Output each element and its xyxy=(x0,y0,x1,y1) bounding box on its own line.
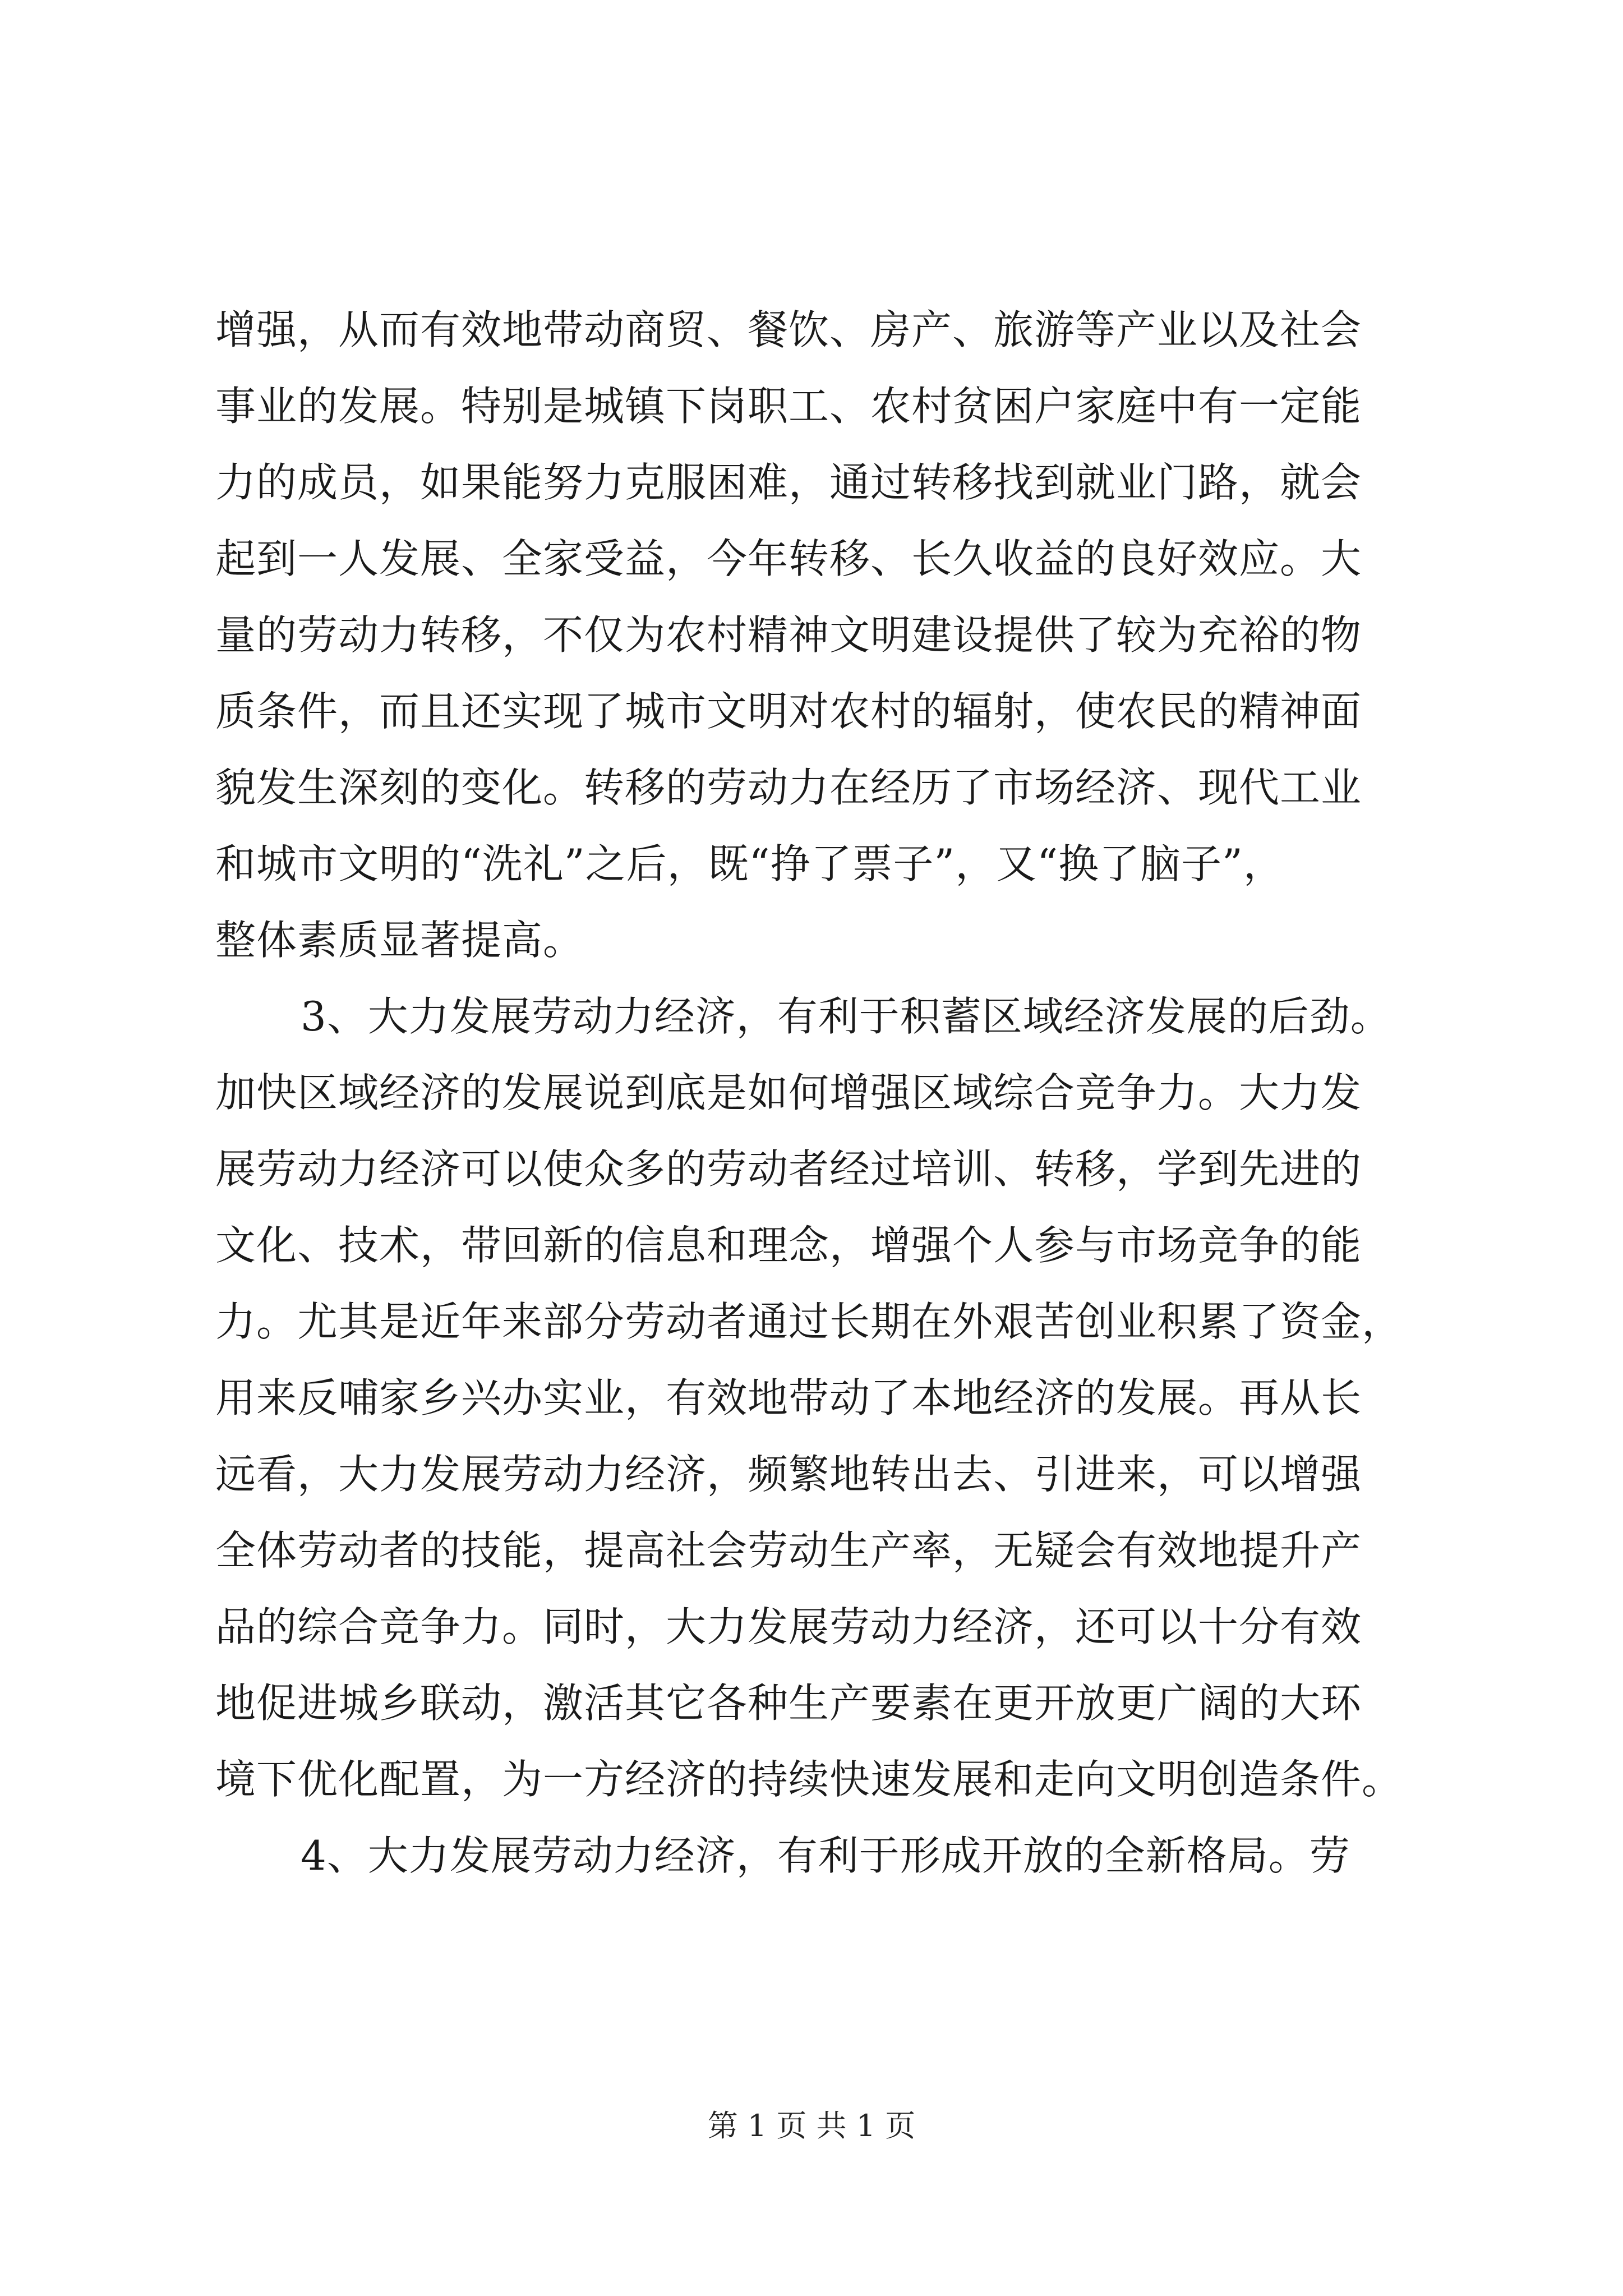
text-line: 全体劳动者的技能，提高社会劳动生产率，无疑会有效地提升产 xyxy=(215,1527,1362,1574)
text-line: 力的成员，如果能努力克服困难，通过转移找到就业门路，就会 xyxy=(215,459,1362,506)
text-line: 貌发生深刻的变化。转移的劳动力在经历了市场经济、现代工业 xyxy=(215,764,1362,811)
text-line: 起到一人发展、全家受益，今年转移、长久收益的良好效应。大 xyxy=(215,535,1362,582)
text-line: 品的综合竞争力。同时，大力发展劳动力经济，还可以十分有效 xyxy=(215,1603,1362,1650)
text-line: 展劳动力经济可以使众多的劳动者经过培训、转移，学到先进的 xyxy=(215,1145,1362,1193)
text-line: 力。尤其是近年来部分劳动者通过长期在外艰苦创业积累了资金， xyxy=(215,1298,1403,1345)
page-number-label: 第 1 页 共 1 页 xyxy=(707,2108,916,2143)
text-line: 用来反哺家乡兴办实业，有效地带动了本地经济的发展。再从长 xyxy=(215,1374,1362,1421)
body-text xyxy=(215,292,1421,1894)
text-line: 境下优化配置，为一方经济的持续快速发展和走向文明创造条件。 xyxy=(215,1756,1403,1803)
text-line: 文化、技术，带回新的信息和理念，增强个人参与市场竞争的能 xyxy=(215,1222,1362,1269)
page-footer xyxy=(0,2106,1623,2146)
text-line: 加快区域经济的发展说到底是如何增强区域综合竞争力。大力发 xyxy=(215,1069,1362,1116)
text-line: 整体素质显著提高。 xyxy=(215,917,584,964)
text-line: 增强，从而有效地带动商贸、餐饮、房产、旅游等产业以及社会 xyxy=(215,306,1362,353)
text-line: 量的劳动力转移，不仅为农村精神文明建设提供了较为充裕的物 xyxy=(215,611,1362,659)
text-line: 地促进城乡联动，激活其它各种生产要素在更开放更广阔的大环 xyxy=(215,1680,1362,1727)
text-line: 远看，大力发展劳动力经济，频繁地转出去、引进来，可以增强 xyxy=(215,1451,1362,1498)
paragraph-start-line: 4、大力发展劳动力经济，有利于形成开放的全新格局。劳 xyxy=(301,1832,1350,1879)
paragraph-start-line: 3、大力发展劳动力经济，有利于积蓄区域经济发展的后劲。 xyxy=(301,993,1391,1040)
text-line: 事业的发展。特别是城镇下岗职工、农村贫困户家庭中有一定能 xyxy=(215,383,1362,430)
text-line: 和城市文明的“洗礼”之后，既“挣了票子”，又“换了脑子”， xyxy=(215,840,1284,887)
text-line: 质条件，而且还实现了城市文明对农村的辐射，使农民的精神面 xyxy=(215,688,1362,735)
